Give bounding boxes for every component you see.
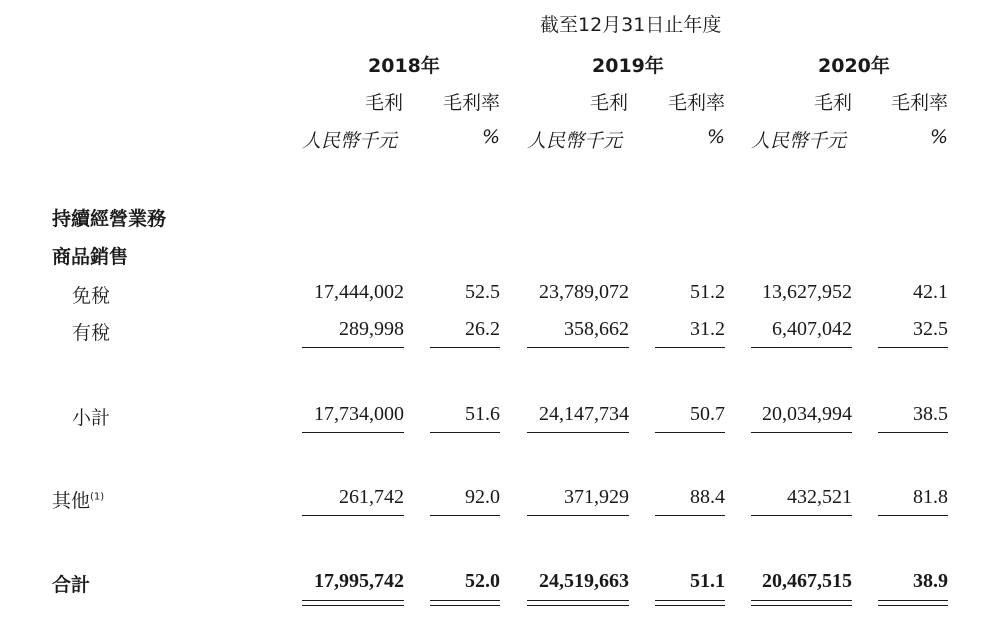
rule-subtotal-2019-margin — [655, 432, 725, 433]
rule-others-2018-gp — [302, 515, 404, 516]
double-rule-total-2020-margin — [878, 600, 948, 606]
period-header: 截至12月31日止年度 — [540, 14, 722, 36]
col-margin-2018: 毛利率 — [442, 92, 500, 114]
double-rule-total-2018-margin — [430, 600, 500, 606]
year-2020-header: 2020年 — [818, 55, 890, 77]
col-margin-2019: 毛利率 — [667, 92, 725, 114]
row-label-subtotal: 小計 — [72, 407, 111, 429]
unit-percent-2018: % — [481, 126, 500, 148]
cell-others-2020-margin: 81.8 — [913, 486, 948, 508]
cell-subtotal-2020-gp: 20,034,994 — [762, 403, 852, 425]
rule-others-2020-margin — [878, 515, 948, 516]
rule-subtotal-2018-gp — [302, 432, 404, 433]
cell-duty-paid-2018-margin: 26.2 — [465, 318, 500, 340]
unit-currency-2018: 人民幣千元 — [302, 130, 398, 152]
cell-duty-free-2020-margin: 42.1 — [913, 281, 948, 303]
cell-total-2019-gp: 24,519,663 — [539, 570, 629, 592]
rule-duty-paid-2020-margin — [878, 347, 948, 348]
cell-duty-free-2019-gp: 23,789,072 — [539, 281, 629, 303]
cell-duty-free-2018-gp: 17,444,002 — [314, 281, 404, 303]
cell-duty-free-2019-margin: 51.2 — [690, 281, 725, 303]
cell-total-2018-margin: 52.0 — [465, 570, 500, 592]
cell-others-2019-margin: 88.4 — [690, 486, 725, 508]
footnote-marker: (1) — [90, 491, 105, 503]
cell-duty-free-2018-margin: 52.5 — [465, 281, 500, 303]
cell-subtotal-2020-margin: 38.5 — [913, 403, 948, 425]
year-2018-header: 2018年 — [368, 55, 440, 77]
row-label-total: 合計 — [52, 574, 91, 596]
rule-others-2018-margin — [430, 515, 500, 516]
rule-subtotal-2018-margin — [430, 432, 500, 433]
double-rule-total-2020-gp — [751, 600, 852, 606]
double-rule-total-2018-gp — [302, 600, 404, 606]
rule-duty-paid-2019-gp — [527, 347, 629, 348]
rule-duty-paid-2018-gp — [302, 347, 404, 348]
section-goods-sales: 商品銷售 — [52, 246, 129, 268]
row-label-duty-paid: 有稅 — [72, 322, 111, 344]
double-rule-total-2019-gp — [527, 600, 629, 606]
rule-duty-paid-2020-gp — [751, 347, 852, 348]
cell-duty-paid-2019-gp: 358,662 — [564, 318, 629, 340]
rule-subtotal-2019-gp — [527, 432, 629, 433]
cell-subtotal-2019-gp: 24,147,734 — [539, 403, 629, 425]
section-continuing-operations: 持續經營業務 — [52, 208, 167, 230]
rule-others-2020-gp — [751, 515, 852, 516]
cell-total-2020-gp: 20,467,515 — [762, 570, 852, 592]
rule-subtotal-2020-margin — [878, 432, 948, 433]
rule-others-2019-gp — [527, 515, 629, 516]
cell-others-2018-gp: 261,742 — [339, 486, 404, 508]
col-gross-profit-2019: 毛利 — [589, 92, 628, 114]
cell-duty-paid-2018-gp: 289,998 — [339, 318, 404, 340]
row-label-others-text: 其他 — [52, 490, 91, 512]
col-gross-profit-2018: 毛利 — [364, 92, 403, 114]
cell-duty-paid-2020-gp: 6,407,042 — [772, 318, 852, 340]
cell-others-2020-gp: 432,521 — [787, 486, 852, 508]
cell-duty-free-2020-gp: 13,627,952 — [762, 281, 852, 303]
col-margin-2020: 毛利率 — [890, 92, 948, 114]
cell-others-2018-margin: 92.0 — [465, 486, 500, 508]
year-2019-header: 2019年 — [592, 55, 664, 77]
cell-others-2019-gp: 371,929 — [564, 486, 629, 508]
rule-others-2019-margin — [655, 515, 725, 516]
cell-subtotal-2019-margin: 50.7 — [690, 403, 725, 425]
cell-total-2019-margin: 51.1 — [690, 570, 725, 592]
cell-duty-paid-2020-margin: 32.5 — [913, 318, 948, 340]
unit-percent-2020: % — [929, 126, 948, 148]
rule-duty-paid-2018-margin — [430, 347, 500, 348]
cell-total-2020-margin: 38.9 — [913, 570, 948, 592]
cell-subtotal-2018-margin: 51.6 — [465, 403, 500, 425]
unit-percent-2019: % — [706, 126, 725, 148]
rule-subtotal-2020-gp — [751, 432, 852, 433]
col-gross-profit-2020: 毛利 — [813, 92, 852, 114]
cell-duty-paid-2019-margin: 31.2 — [690, 318, 725, 340]
row-label-duty-free: 免稅 — [72, 285, 111, 307]
unit-currency-2019: 人民幣千元 — [527, 130, 623, 152]
unit-currency-2020: 人民幣千元 — [751, 130, 847, 152]
cell-subtotal-2018-gp: 17,734,000 — [314, 403, 404, 425]
double-rule-total-2019-margin — [655, 600, 725, 606]
row-label-others — [52, 486, 104, 513]
rule-duty-paid-2019-margin — [655, 347, 725, 348]
cell-total-2018-gp: 17,995,742 — [314, 570, 404, 592]
